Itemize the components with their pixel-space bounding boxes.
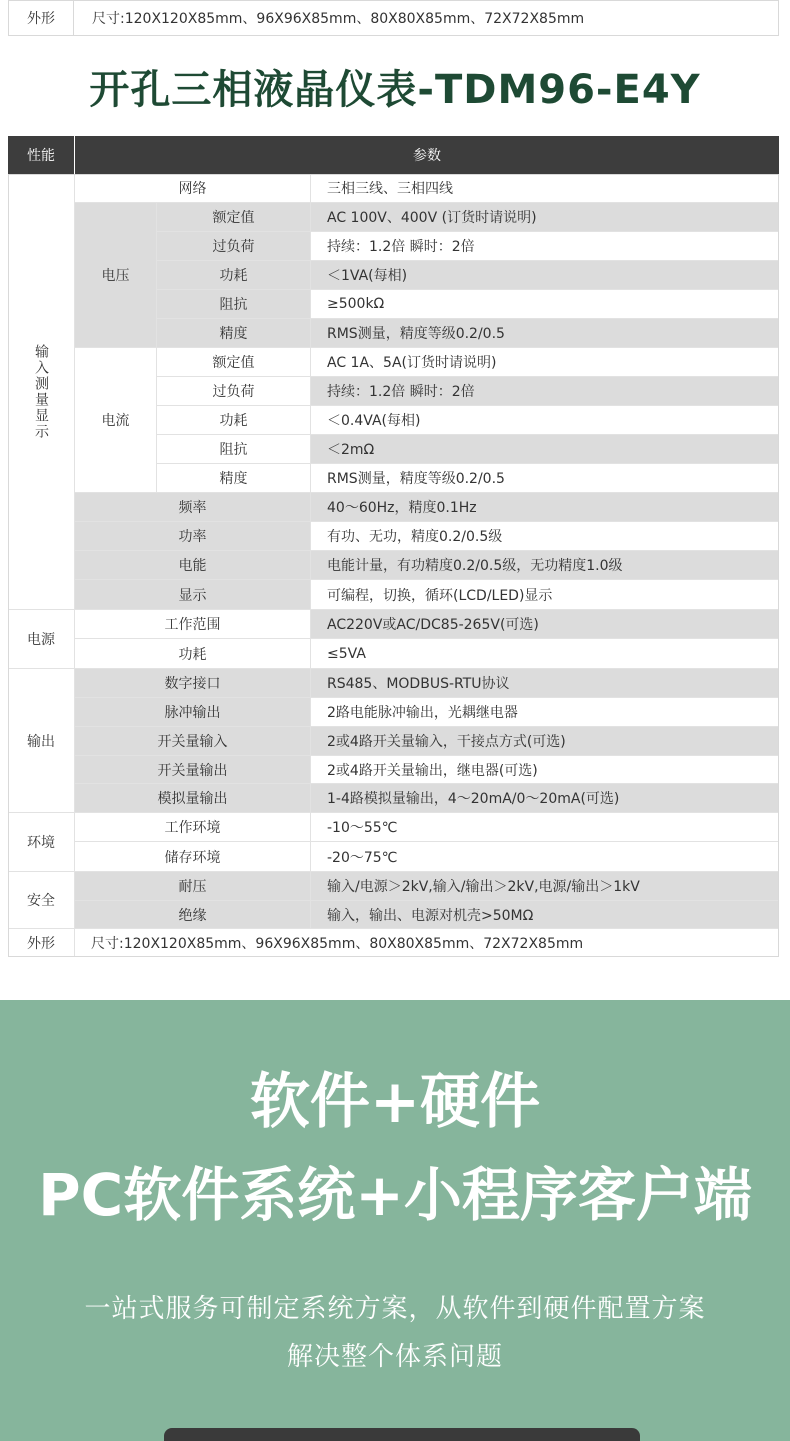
row-label: 脉冲输出 bbox=[75, 698, 311, 727]
row-value: 持续：1.2倍 瞬时：2倍 bbox=[311, 377, 779, 406]
row-label: 开关量输出 bbox=[75, 756, 311, 784]
row-label: 功耗 bbox=[75, 639, 311, 669]
row-value: 持续：1.2倍 瞬时：2倍 bbox=[311, 232, 779, 261]
row-value: 输入/电源＞2kV,输入/输出＞2kV,电源/输出＞1kV bbox=[311, 872, 779, 901]
row-label: 绝缘 bbox=[75, 901, 311, 929]
banner-description-line2: 解决整个体系问题 bbox=[286, 1342, 503, 1372]
row-value: 电能计量，有功精度0.2/0.5级，无功精度1.0级 bbox=[311, 551, 779, 580]
top-shape-value: 尺寸:120X120X85mm、96X96X85mm、80X80X85mm、72X72X85mm bbox=[74, 0, 779, 36]
group-environment: 环境 bbox=[8, 813, 75, 872]
row-label: 储存环境 bbox=[75, 842, 311, 872]
row-value: -20～75℃ bbox=[311, 842, 779, 872]
row-value: 2路电能脉冲输出，光耦继电器 bbox=[311, 698, 779, 727]
row-value: 有功、无功，精度0.2/0.5级 bbox=[311, 522, 779, 551]
row-value: AC 100V、400V (订货时请说明) bbox=[311, 203, 779, 232]
top-shape-label: 外形 bbox=[8, 0, 74, 36]
row-label: 额定值 bbox=[157, 203, 311, 232]
header-parameters: 参数 bbox=[75, 136, 779, 174]
shape-value: 尺寸:120X120X85mm、96X96X85mm、80X80X85mm、72X72X85mm bbox=[75, 929, 779, 957]
row-value: ＜2mΩ bbox=[311, 435, 779, 464]
row-label: 工作范围 bbox=[75, 610, 311, 639]
row-label: 功耗 bbox=[157, 406, 311, 435]
group-output: 输出 bbox=[8, 669, 75, 813]
group-shape: 外形 bbox=[8, 929, 75, 957]
row-label: 功率 bbox=[75, 522, 311, 551]
row-value: RS485、MODBUS-RTU协议 bbox=[311, 669, 779, 698]
row-value: ≤5VA bbox=[311, 639, 779, 669]
row-label: 阻抗 bbox=[157, 435, 311, 464]
top-shape-row bbox=[8, 0, 779, 36]
row-value: AC220V或AC/DC85-265V(可选) bbox=[311, 610, 779, 639]
row-label: 耐压 bbox=[75, 872, 311, 901]
row-label: 精度 bbox=[157, 319, 311, 348]
group-power-supply: 电源 bbox=[8, 610, 75, 669]
row-label: 显示 bbox=[75, 580, 311, 610]
row-value: RMS测量，精度等级0.2/0.5 bbox=[311, 319, 779, 348]
subgroup-voltage: 电压 bbox=[75, 203, 157, 348]
row-value: 可编程，切换，循环(LCD/LED)显示 bbox=[311, 580, 779, 610]
row-label: 工作环境 bbox=[75, 813, 311, 842]
row-label: 过负荷 bbox=[157, 377, 311, 406]
software-hardware-banner bbox=[0, 1000, 790, 1441]
banner-title: 软件+硬件 bbox=[249, 1067, 541, 1137]
row-label: 网络 bbox=[75, 174, 311, 203]
device-image-top bbox=[164, 1428, 640, 1441]
row-value: -10～55℃ bbox=[311, 813, 779, 842]
group-input-display: 输入测量显示 bbox=[8, 174, 75, 610]
row-label: 额定值 bbox=[157, 348, 311, 377]
row-value: 2或4路开关量输入，干接点方式(可选) bbox=[311, 727, 779, 756]
row-label: 开关量输入 bbox=[75, 727, 311, 756]
row-value: 40～60Hz，精度0.1Hz bbox=[311, 493, 779, 522]
row-value: AC 1A、5A(订货时请说明) bbox=[311, 348, 779, 377]
row-value: ＜0.4VA(每相) bbox=[311, 406, 779, 435]
row-value: ＜1VA(每相) bbox=[311, 261, 779, 290]
row-label: 精度 bbox=[157, 464, 311, 493]
row-value: 三相三线、三相四线 bbox=[311, 174, 779, 203]
row-value: RMS测量，精度等级0.2/0.5 bbox=[311, 464, 779, 493]
subgroup-current: 电流 bbox=[75, 348, 157, 493]
banner-subtitle: PC软件系统+小程序客户端 bbox=[38, 1161, 752, 1229]
row-value: 2或4路开关量输出，继电器(可选) bbox=[311, 756, 779, 784]
product-heading: 开孔三相液晶仪表-TDM96-E4Y bbox=[89, 67, 701, 113]
row-value: 输入，输出、电源对机壳>50MΩ bbox=[311, 901, 779, 929]
row-label: 阻抗 bbox=[157, 290, 311, 319]
banner-description-line1: 一站式服务可制定系统方案，从软件到硬件配置方案 bbox=[84, 1294, 706, 1324]
row-label: 电能 bbox=[75, 551, 311, 580]
header-performance: 性能 bbox=[8, 136, 74, 174]
row-label: 数字接口 bbox=[75, 669, 311, 698]
row-value: 1-4路模拟量输出，4～20mA/0～20mA(可选) bbox=[311, 784, 779, 813]
row-label: 过负荷 bbox=[157, 232, 311, 261]
row-value: ≥500kΩ bbox=[311, 290, 779, 319]
row-label: 频率 bbox=[75, 493, 311, 522]
row-label: 功耗 bbox=[157, 261, 311, 290]
group-safety: 安全 bbox=[8, 872, 75, 929]
row-label: 模拟量输出 bbox=[75, 784, 311, 813]
